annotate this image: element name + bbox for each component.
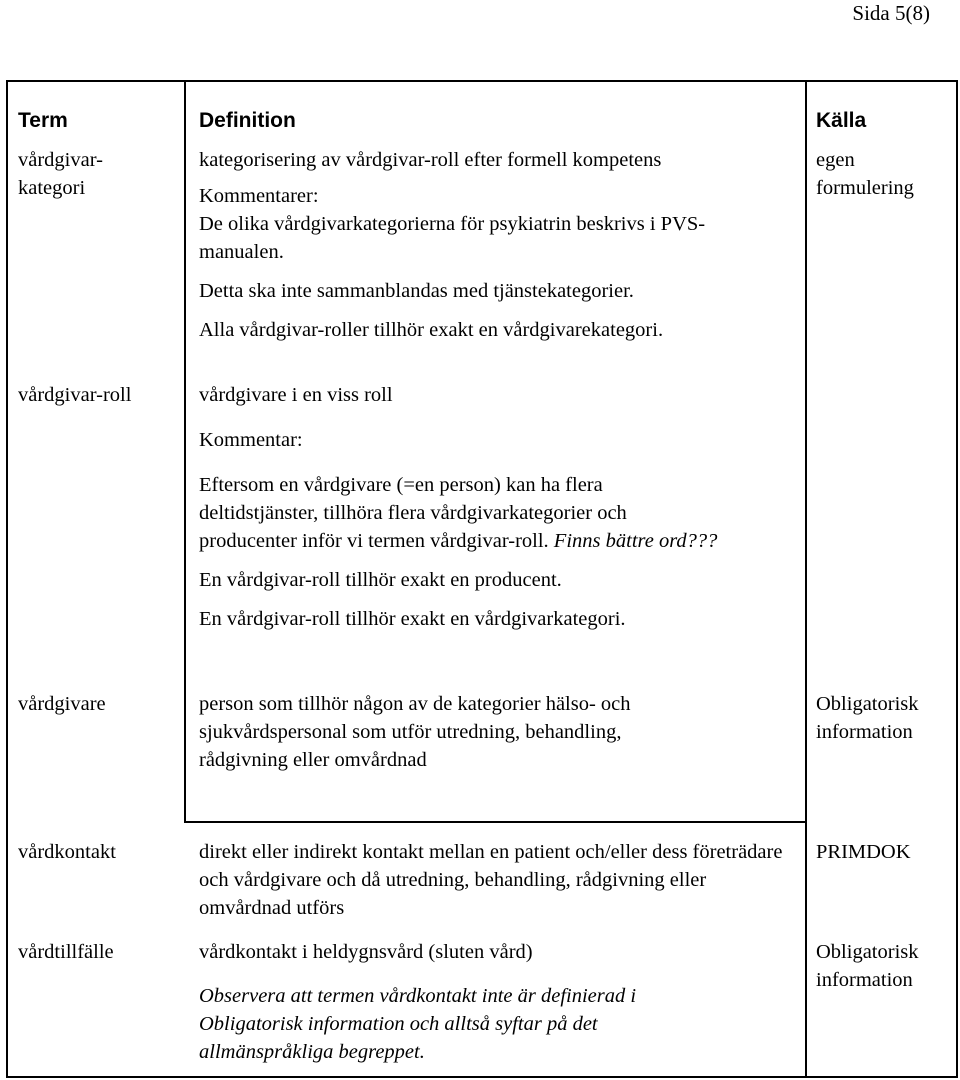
table-row-definition <box>199 146 799 344</box>
definition-text: vårdgivare i en viss roll <box>199 384 393 406</box>
page-number: Sida 5(8) <box>852 1 930 25</box>
comment-italic-text: Finns bättre ord??? <box>553 530 718 552</box>
table-row-definition: person som tillhör någon av de kategorier hälso- och sjukvårdspersonal som utför utredning, behandling, rådgivning eller omvårdnad <box>199 693 631 771</box>
note-italic-text: Observera att termen vårdkontakt inte är definierad i Obligatorisk information och alltså syftar på det allmänspråkliga begreppet. <box>199 985 637 1063</box>
table-row-source: Obligatorisk information <box>816 693 919 743</box>
table-row-definition: direkt eller indirekt kontakt mellan en patient och/eller dess företrädare och vårdgivare och då utredning, behandling, rådgivning eller omvårdnad utförs <box>199 841 783 919</box>
table-row-source: PRIMDOK <box>816 841 911 863</box>
column-divider-1 <box>184 80 186 823</box>
table-row-term: vårdgivar-roll <box>18 384 132 406</box>
header-definition: Definition <box>199 109 296 132</box>
note-text: En vårdgivar-roll tillhör exakt en producent. <box>199 569 562 591</box>
table-row-source: Obligatorisk information <box>816 941 919 991</box>
comment-label: Kommentar: <box>199 429 303 451</box>
table-row-source: egen formulering <box>816 149 914 199</box>
note-text: Detta ska inte sammanblandas med tjänstekategorier. <box>199 280 634 302</box>
definition-text: kategorisering av vårdgivar-roll efter formell kompetens <box>199 149 662 171</box>
header-term: Term <box>18 109 68 132</box>
header-source: Källa <box>816 109 867 132</box>
row-divider <box>184 821 807 823</box>
table-row-definition <box>199 938 799 1066</box>
column-divider-2 <box>805 80 807 1078</box>
comment-text: De olika vårdgivarkategorierna för psykiatrin beskrivs i PVS-manualen. <box>199 213 706 263</box>
note-text: Alla vårdgivar-roller tillhör exakt en vårdgivarekategori. <box>199 319 664 341</box>
table-row-term: vårdgivar-kategori <box>18 149 103 199</box>
comment-label: Kommentarer: <box>199 185 319 207</box>
comment-text: Eftersom en vårdgivare (=en person) kan ha flera deltidstjänster, tillhöra flera vårdgivarkategorier och producenter inför vi termen vårdgivar-roll. <box>199 474 627 552</box>
table-row-definition <box>199 381 799 633</box>
note-text: En vårdgivar-roll tillhör exakt en vårdgivarkategori. <box>199 608 626 630</box>
table-row-term: vårdgivare <box>18 693 106 715</box>
table-row-term: vårdkontakt <box>18 841 116 863</box>
table-row-term: vårdtillfälle <box>18 941 114 963</box>
definition-text: vårdkontakt i heldygnsvård (sluten vård) <box>199 941 533 963</box>
